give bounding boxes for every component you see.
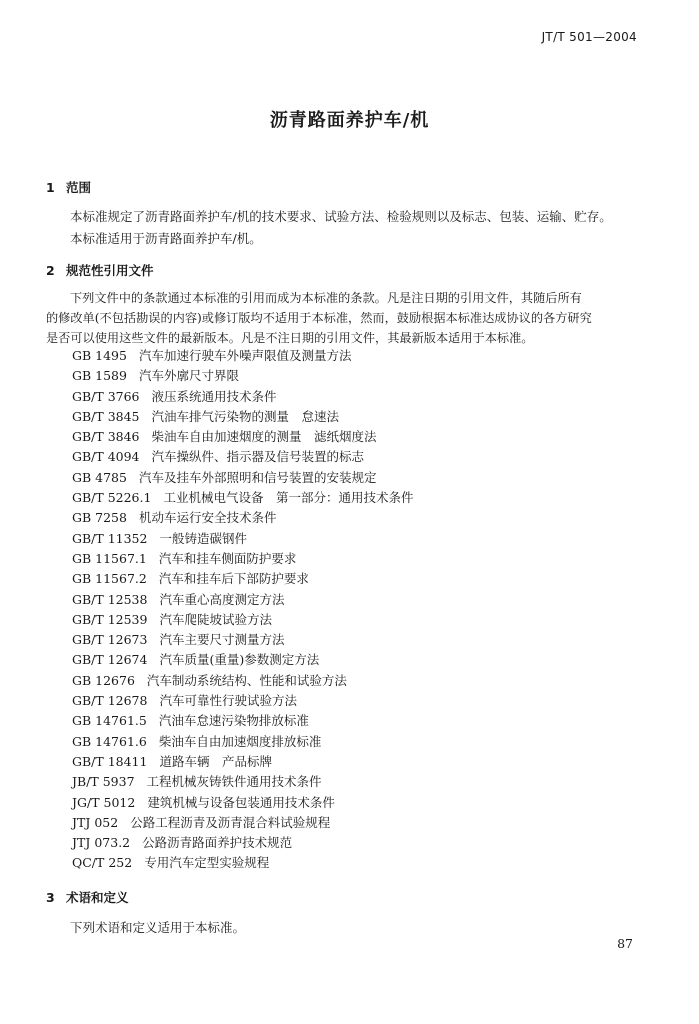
reference-title: 汽油车怠速污染物排放标准 [158,713,309,729]
reference-title: 公路工程沥青及沥青混合料试验规程 [130,814,331,830]
reference-code: GB/T 3766 [72,388,140,404]
reference-title: 工程机械灰铸铁件通用技术条件 [146,774,322,790]
reference-item [72,427,413,447]
reference-code: GB 14761.6 [72,733,147,749]
reference-code: GB/T 12674 [72,652,148,668]
reference-title: 液压系统通用技术条件 [151,388,277,404]
reference-code: GB 14761.5 [72,713,147,729]
reference-code: JG/T 5012 [72,794,136,810]
reference-item [72,346,413,366]
reference-code: JTJ 073.2 [72,835,131,851]
reference-item [72,732,413,752]
section-1-heading [46,178,91,196]
section-3-title: 术语和定义 [66,890,129,905]
reference-code: GB 1589 [72,368,127,384]
reference-item [72,650,413,670]
reference-title: 汽车制动系统结构、性能和试验方法 [146,672,347,688]
reference-code: GB/T 12673 [72,632,148,648]
section-2-number: 2 [46,263,55,278]
reference-item [72,630,413,650]
reference-title: 汽车操纵件、指示器及信号装置的标志 [151,449,365,465]
section-1-para-1: 本标准规定了沥青路面养护车/机的技术要求、试验方法、检验规则以及标志、包装、运输、贮存。 [70,209,612,224]
reference-title: 汽车加速行驶车外噪声限值及测量方法 [138,348,352,363]
reference-title: 汽车外廓尺寸界限 [138,368,239,384]
reference-title: 汽油车排气污染物的测量 怠速法 [151,408,340,424]
reference-item [72,711,413,731]
reference-item [72,508,413,528]
reference-item [72,793,413,813]
reference-list [72,346,413,874]
reference-item [72,590,413,610]
reference-code: GB/T 4094 [72,449,140,465]
reference-title: 机动车运行安全技术条件 [138,510,277,526]
reference-item [72,691,413,711]
section-1-number: 1 [46,180,55,195]
reference-item [72,610,413,630]
reference-code: GB 12676 [72,672,135,688]
reference-title: 汽车和挂车侧面防护要求 [158,550,297,566]
reference-title: 柴油车自由加速烟度排放标准 [158,733,322,749]
page-title: 沥青路面养护车/机 [269,110,430,131]
reference-item [72,752,413,772]
reference-title: 工业机械电气设备 第一部分：通用技术条件 [163,490,414,506]
reference-code: GB 11567.1 [72,550,147,566]
reference-code: GB/T 3846 [72,429,140,445]
section-1-para-2: 本标准适用于沥青路面养护车/机。 [70,231,262,246]
section-3-para-1: 下列术语和定义适用于本标准。 [70,920,246,935]
reference-code: GB 7258 [72,510,127,526]
reference-title: 道路车辆 产品标牌 [159,753,272,769]
reference-code: GB/T 3845 [72,408,140,424]
reference-item [72,387,413,407]
reference-item [72,468,413,488]
reference-code: GB 11567.2 [72,571,147,587]
reference-item [72,671,413,691]
reference-code: JB/T 5937 [72,774,135,790]
reference-code: JTJ 052 [72,814,119,830]
standard-code: JT/T 501—2004 [541,30,637,44]
reference-code: GB/T 12539 [72,611,148,627]
reference-title: 汽车爬陡坡试验方法 [159,611,272,627]
reference-title: 柴油车自由加速烟度的测量 滤纸烟度法 [151,429,377,445]
section-3-number: 3 [46,890,55,905]
reference-title: 汽车可靠性行驶试验方法 [159,693,297,709]
section-2-intro-line-1: 下列文件中的条款通过本标准的引用而成为本标准的条款。凡是注日期的引用文件，其随后所有 [70,291,582,305]
section-3-heading [46,888,129,906]
reference-item [72,529,413,549]
reference-item [72,833,413,853]
page-number: 87 [617,936,633,951]
reference-title: 汽车质量(重量)参数测定方法 [159,652,320,668]
section-2-intro-line-2: 的修改单(不包括勘误的内容)或修订版均不适用于本标准，然而，鼓励根据本标准达成协议的各方研究 [46,311,592,325]
reference-code: GB/T 11352 [72,530,148,546]
reference-item [72,772,413,792]
section-1-title: 范围 [66,180,92,195]
section-2-intro-line-3: 是否可以使用这些文件的最新版本。凡是不注日期的引用文件，其最新版本适用于本标准。 [46,331,534,345]
reference-item [72,569,413,589]
reference-title: 汽车主要尺寸测量方法 [159,632,285,648]
reference-item [72,488,413,508]
section-2-title: 规范性引用文件 [66,263,154,278]
reference-item [72,813,413,833]
reference-code: GB 4785 [72,469,127,485]
reference-title: 汽车及挂车外部照明和信号装置的安装规定 [138,469,377,485]
reference-title: 公路沥青路面养护技术规范 [142,835,293,851]
reference-code: GB/T 12678 [72,693,148,709]
reference-code: GB/T 12538 [72,591,148,607]
reference-title: 专用汽车定型实验规程 [144,855,270,871]
reference-item [72,366,413,386]
reference-item [72,853,413,873]
reference-title: 建筑机械与设备包装通用技术条件 [147,794,335,810]
reference-item [72,407,413,427]
reference-title: 一般铸造碳钢件 [159,530,247,546]
reference-code: GB/T 18411 [72,753,148,769]
reference-code: GB/T 5226.1 [72,490,152,506]
reference-code: QC/T 252 [72,855,133,871]
section-2-heading [46,261,154,279]
reference-item [72,447,413,467]
reference-title: 汽车和挂车后下部防护要求 [158,571,309,587]
reference-title: 汽车重心高度测定方法 [159,591,285,607]
reference-item [72,549,413,569]
reference-code: GB 1495 [72,348,127,363]
